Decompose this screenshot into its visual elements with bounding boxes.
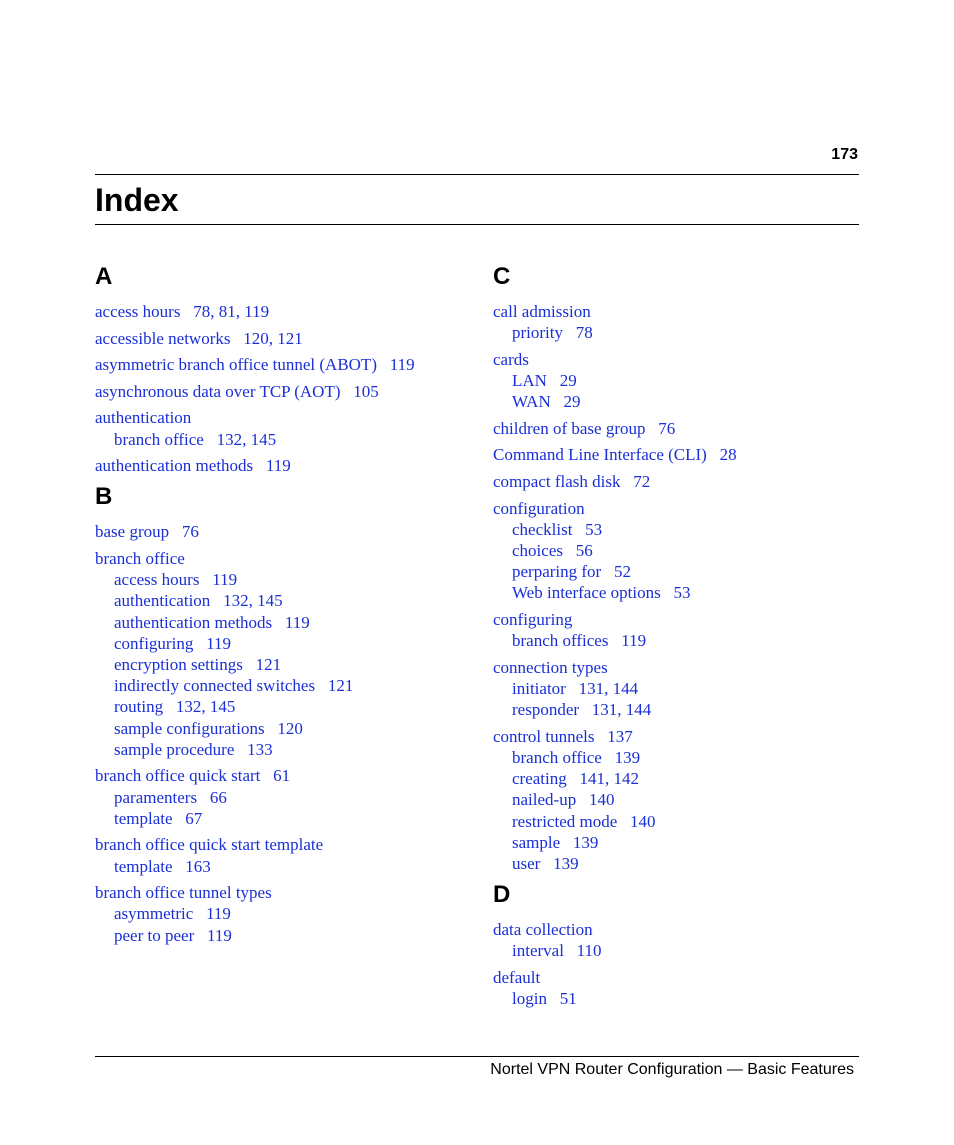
entry-term: authentication methods xyxy=(95,456,254,476)
subentry-pages: 29 xyxy=(559,371,577,390)
subentry-pages: 140 xyxy=(630,811,656,831)
index-entry-link[interactable] xyxy=(493,609,859,630)
index-subentry-link[interactable] xyxy=(95,787,475,808)
subentry-pages: 29 xyxy=(563,392,581,412)
index-entry xyxy=(95,354,475,375)
index-entry-link[interactable] xyxy=(493,967,859,988)
index-subentry-link[interactable] xyxy=(95,696,475,717)
subentry-pages: 67 xyxy=(185,808,203,828)
index-entry-link[interactable] xyxy=(95,882,475,903)
index-entry-link[interactable] xyxy=(95,301,475,322)
index-entry xyxy=(95,834,475,876)
subentry-pages: 163 xyxy=(185,856,211,876)
section-letter: D xyxy=(493,881,511,909)
index-subentry-link[interactable] xyxy=(95,633,475,654)
index-subentry-link[interactable] xyxy=(493,853,859,874)
top-rule xyxy=(95,174,859,175)
entry-term: branch office quick start template xyxy=(95,835,324,855)
subentry-pages: 132, 145 xyxy=(175,697,236,717)
subentry-pages: 119 xyxy=(206,904,231,924)
index-entry xyxy=(95,521,475,542)
index-entry xyxy=(493,444,859,465)
subentry-term: encryption settings xyxy=(114,654,243,674)
subentry-term: initiator xyxy=(512,678,566,698)
subentry-pages: 121 xyxy=(327,676,354,696)
subentry-pages: 139 xyxy=(572,832,599,852)
section-letter: B xyxy=(95,483,113,511)
index-entry-link[interactable] xyxy=(493,349,859,370)
entry-term: branch office quick start xyxy=(95,766,261,786)
subentry-pages: 78 xyxy=(575,323,593,343)
entry-term: base group xyxy=(95,522,170,542)
subentry-term: asymmetric xyxy=(114,904,194,924)
subentry-term: template xyxy=(114,808,173,828)
index-section xyxy=(493,262,859,874)
subentry-pages: 132, 145 xyxy=(223,591,283,611)
subentry-pages: 131, 144 xyxy=(578,678,639,698)
page-number: 173 xyxy=(831,146,858,163)
subentry-term: sample configurations xyxy=(114,718,265,738)
index-entry-link[interactable] xyxy=(95,521,475,542)
index-entry-link[interactable] xyxy=(493,471,859,492)
index-entry-link[interactable] xyxy=(493,498,859,519)
entry-term: configuration xyxy=(493,498,585,518)
index-entry-link[interactable] xyxy=(493,444,859,465)
index-entry xyxy=(95,548,475,760)
section-letter: C xyxy=(493,263,511,290)
entry-pages: 105 xyxy=(353,381,379,401)
entry-pages: 78, 81, 119 xyxy=(193,302,270,321)
subentry-pages: 140 xyxy=(588,790,615,810)
entry-term: asynchronous data over TCP (AOT) xyxy=(95,381,341,401)
subentry-term: user xyxy=(512,854,541,873)
index-entry xyxy=(95,328,475,349)
index-subentry-link[interactable] xyxy=(493,630,859,651)
subentry-term: login xyxy=(512,989,547,1009)
index-entry-link[interactable] xyxy=(95,834,475,855)
index-entry xyxy=(493,349,859,413)
entry-term: configuring xyxy=(493,609,573,629)
index-subentry-link[interactable] xyxy=(493,322,859,343)
subentry-term: authentication methods xyxy=(114,612,273,632)
index-entry-link[interactable] xyxy=(493,301,859,322)
index-section xyxy=(95,482,475,945)
index-entry-link[interactable] xyxy=(95,407,475,428)
index-entry xyxy=(95,407,475,449)
entry-term: children of base group xyxy=(493,418,646,438)
section-letter: A xyxy=(95,263,113,290)
index-subentry-link[interactable] xyxy=(493,988,859,1009)
entry-term: authentication xyxy=(95,408,192,428)
index-entry-link[interactable] xyxy=(95,381,475,402)
index-subentry-link[interactable] xyxy=(493,699,859,720)
index-subentry-link[interactable] xyxy=(493,391,859,412)
index-subentry-link[interactable] xyxy=(95,590,475,611)
index-entry-link[interactable] xyxy=(95,548,475,569)
index-subentry-link[interactable] xyxy=(95,925,475,946)
subentry-term: access hours xyxy=(114,570,200,590)
index-entry-link[interactable] xyxy=(493,726,859,747)
index-subentry-link[interactable] xyxy=(95,569,475,590)
index-subentry-link[interactable] xyxy=(95,808,475,829)
subentry-pages: 133 xyxy=(247,739,273,759)
subentry-pages: 56 xyxy=(575,540,593,560)
subentry-pages: 131, 144 xyxy=(591,700,652,720)
subentry-pages: 132, 145 xyxy=(216,429,277,449)
index-subentry-link[interactable] xyxy=(95,903,475,924)
index-entry xyxy=(493,301,859,343)
index-subentry-link[interactable] xyxy=(493,789,859,810)
entry-term: access hours xyxy=(95,302,181,321)
subentry-term: restricted mode xyxy=(512,811,618,831)
subentry-term: configuring xyxy=(114,633,194,653)
index-entry-link[interactable] xyxy=(493,418,859,439)
index-entry xyxy=(493,657,859,721)
subentry-pages: 53 xyxy=(585,519,603,539)
index-entry xyxy=(493,726,859,874)
index-entry xyxy=(493,418,859,439)
subentry-pages: 119 xyxy=(206,925,232,945)
entry-term: Command Line Interface (CLI) xyxy=(493,445,707,465)
index-entry-link[interactable] xyxy=(95,455,475,476)
index-subentry-link[interactable] xyxy=(95,856,475,877)
index-subentry-link[interactable] xyxy=(493,561,859,582)
entry-term: compact flash disk xyxy=(493,471,621,491)
entry-pages: 120, 121 xyxy=(243,328,303,348)
index-entry xyxy=(493,471,859,492)
subentry-pages: 51 xyxy=(559,989,577,1009)
index-entry xyxy=(95,381,475,402)
index-column-right xyxy=(493,262,859,1015)
subentry-term: sample xyxy=(512,832,561,852)
index-entry-link[interactable] xyxy=(95,765,475,786)
subentry-term: branch office xyxy=(114,429,204,449)
footer-rule xyxy=(95,1056,859,1057)
index-subentry-link[interactable] xyxy=(493,747,859,768)
entry-pages: 119 xyxy=(389,355,415,375)
subentry-term: routing xyxy=(114,697,164,717)
subentry-pages: 119 xyxy=(284,612,310,632)
subentry-pages: 141, 142 xyxy=(579,769,639,789)
entry-pages: 28 xyxy=(719,445,737,465)
index-subentry-link[interactable] xyxy=(95,718,475,739)
index-entry-link[interactable] xyxy=(95,354,475,375)
entry-term: control tunnels xyxy=(493,726,595,746)
subentry-term: branch offices xyxy=(512,631,609,651)
entry-term: call admission xyxy=(493,302,591,321)
entry-term: branch office xyxy=(95,548,185,568)
index-subentry-link[interactable] xyxy=(493,811,859,832)
entry-pages: 76 xyxy=(181,522,199,542)
index-section xyxy=(493,880,859,1009)
entry-term: cards xyxy=(493,349,529,369)
entry-term: connection types xyxy=(493,657,608,677)
subentry-pages: 119 xyxy=(212,570,238,590)
index-entry-link[interactable] xyxy=(95,328,475,349)
index-entry xyxy=(95,301,475,322)
subentry-term: priority xyxy=(512,323,563,343)
subentry-term: paramenters xyxy=(114,787,198,807)
index-entry xyxy=(493,967,859,1009)
index-entry xyxy=(95,455,475,476)
subentry-pages: 52 xyxy=(613,562,631,582)
subentry-term: Web interface options xyxy=(512,583,661,603)
index-subentry-link[interactable] xyxy=(493,370,859,391)
subentry-term: template xyxy=(114,856,173,876)
index-entry-link[interactable] xyxy=(493,919,859,940)
subentry-pages: 121 xyxy=(255,654,282,674)
subentry-pages: 53 xyxy=(673,583,691,603)
entry-pages: 119 xyxy=(265,456,291,476)
entry-term: data collection xyxy=(493,920,593,940)
subentry-pages: 66 xyxy=(209,787,227,807)
subentry-term: authentication xyxy=(114,591,211,611)
subentry-term: creating xyxy=(512,769,567,789)
index-entry xyxy=(493,919,859,961)
index-section xyxy=(95,262,475,476)
subentry-term: branch office xyxy=(512,747,602,767)
index-entry xyxy=(493,609,859,651)
entry-pages: 137 xyxy=(607,726,633,746)
subentry-pages: 139 xyxy=(553,854,579,873)
subentry-term: responder xyxy=(512,700,580,720)
index-subentry-link[interactable] xyxy=(493,832,859,853)
index-entry xyxy=(493,498,859,604)
entry-term: accessible networks xyxy=(95,328,231,348)
entry-term: branch office tunnel types xyxy=(95,883,272,903)
subentry-term: interval xyxy=(512,941,564,961)
subentry-pages: 119 xyxy=(206,633,231,653)
subentry-term: choices xyxy=(512,540,563,560)
subentry-term: perparing for xyxy=(512,562,602,582)
index-subentry-link[interactable] xyxy=(95,675,475,696)
subentry-term: checklist xyxy=(512,519,573,539)
index-subentry-link[interactable] xyxy=(493,678,859,699)
index-subentry-link[interactable] xyxy=(95,739,475,760)
subentry-pages: 120 xyxy=(277,718,303,738)
subentry-pages: 110 xyxy=(576,941,602,961)
entry-pages: 72 xyxy=(633,471,651,491)
index-column-left xyxy=(95,262,475,952)
subentry-term: indirectly connected switches xyxy=(114,676,316,696)
index-subentry-link[interactable] xyxy=(95,654,475,675)
page-title: Index xyxy=(95,182,179,218)
index-subentry-link[interactable] xyxy=(493,768,859,789)
subentry-term: WAN xyxy=(512,392,551,412)
footer-title: Nortel VPN Router Configuration — Basic Features xyxy=(490,1061,854,1078)
index-entry-link[interactable] xyxy=(493,657,859,678)
subentry-pages: 119 xyxy=(621,631,647,651)
index-entry xyxy=(95,765,475,829)
index-subentry-link[interactable] xyxy=(493,519,859,540)
entry-term: default xyxy=(493,968,541,987)
index-subentry-link[interactable] xyxy=(493,582,859,603)
entry-pages: 76 xyxy=(658,418,676,438)
subentry-term: nailed-up xyxy=(512,790,577,810)
entry-term: asymmetric branch office tunnel (ABOT) xyxy=(95,355,377,375)
subentry-term: LAN xyxy=(512,371,547,390)
entry-pages: 61 xyxy=(273,766,291,786)
subentry-pages: 139 xyxy=(614,747,641,767)
index-subentry-link[interactable] xyxy=(493,940,859,961)
subentry-term: sample procedure xyxy=(114,739,235,759)
index-subentry-link[interactable] xyxy=(493,540,859,561)
index-entry xyxy=(95,882,475,946)
index-subentry-link[interactable] xyxy=(95,612,475,633)
title-rule xyxy=(95,224,859,225)
index-subentry-link[interactable] xyxy=(95,429,475,450)
subentry-term: peer to peer xyxy=(114,925,195,945)
